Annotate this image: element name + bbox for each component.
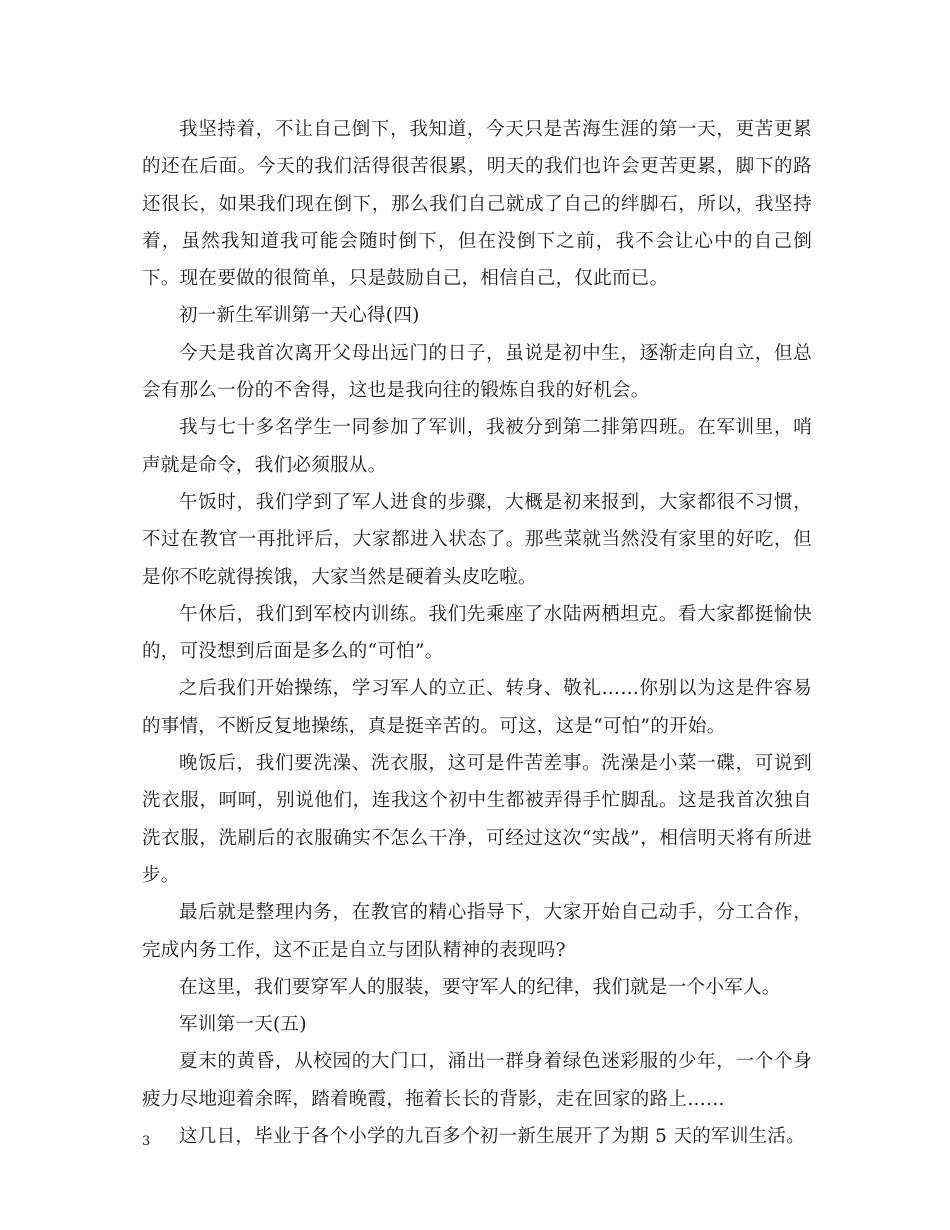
paragraph: 之后我们开始操练，学习军人的立正、转身、敬礼……你别以为这是件容易的事情，不断反复地操练，真是挺辛苦的。可这，这是“可怕”的开始。 <box>142 678 812 737</box>
paragraph: 午休后，我们到军校内训练。我们先乘座了水陆两栖坦克。看大家都挺愉快的，可没想到后面是多么的“可怕”。 <box>142 603 812 663</box>
page-number: 3 <box>142 1134 151 1149</box>
paragraph: 我与七十多名学生一同参加了军训，我被分到第二排第四班。在军训里，哨声就是命令，我们必须服从。 <box>142 417 812 476</box>
paragraph: 这几日，毕业于各个小学的九百多个初一新生展开了为期 5 天的军训生活。 <box>179 1126 806 1148</box>
paragraph: 我坚持着，不让自己倒下，我知道，今天只是苦海生涯的第一天，更苦更累的还在后面。今天的我们活得很苦很累，明天的我们也许会更苦更累，脚下的路还很长，如果我们现在倒下，那么我们自己就成了自己的绊脚石，所以，我坚持着，虽然我知道我可能会随时倒下，但在没倒下之前，我不会让心中的自己倒下。现在要做的很简单，只是鼓励自己，相信自己，仅此而已。 <box>142 119 812 290</box>
paragraph: 午饭时，我们学到了军人进食的步骤，大概是初来报到，大家都很不习惯，不过在教官一再批评后，大家都进入状态了。那些菜就当然没有家里的好吃，但是你不吃就得挨饿，大家当然是硬着头皮吃啦。 <box>142 491 812 588</box>
paragraph: 晚饭后，我们要洗澡、洗衣服，这可是件苦差事。洗澡是小菜一碟，可说到洗衣服，呵呵，别说他们，连我这个初中生都被弄得手忙脚乱。这是我首次独自洗衣服，洗刷后的衣服确实不怎么干净，可经过这次“实战”，相信明天将有所进步。 <box>142 753 812 886</box>
section-heading: 初一新生军训第一天心得(四) <box>179 305 420 327</box>
paragraph: 夏末的黄昏，从校园的大门口，涌出一群身着绿色迷彩服的少年，一个个身疲力尽地迎着余晖，踏着晚霞，拖着长长的背影，走在回家的路上…… <box>142 1051 812 1110</box>
document-body <box>142 111 812 1155</box>
paragraph: 今天是我首次离开父母出远门的日子，虽说是初中生，逐渐走向自立，但总会有那么一份的不舍得，这也是我向往的锻炼自我的好机会。 <box>142 342 812 402</box>
paragraph: 最后就是整理内务，在教官的精心指导下，大家开始自己动手，分工合作，完成内务工作，这不正是自立与团队精神的表现吗? <box>142 902 812 961</box>
paragraph: 在这里，我们要穿军人的服装，要守军人的纪律，我们就是一个小军人。 <box>179 976 781 998</box>
section-heading: 军训第一天(五) <box>179 1014 307 1036</box>
